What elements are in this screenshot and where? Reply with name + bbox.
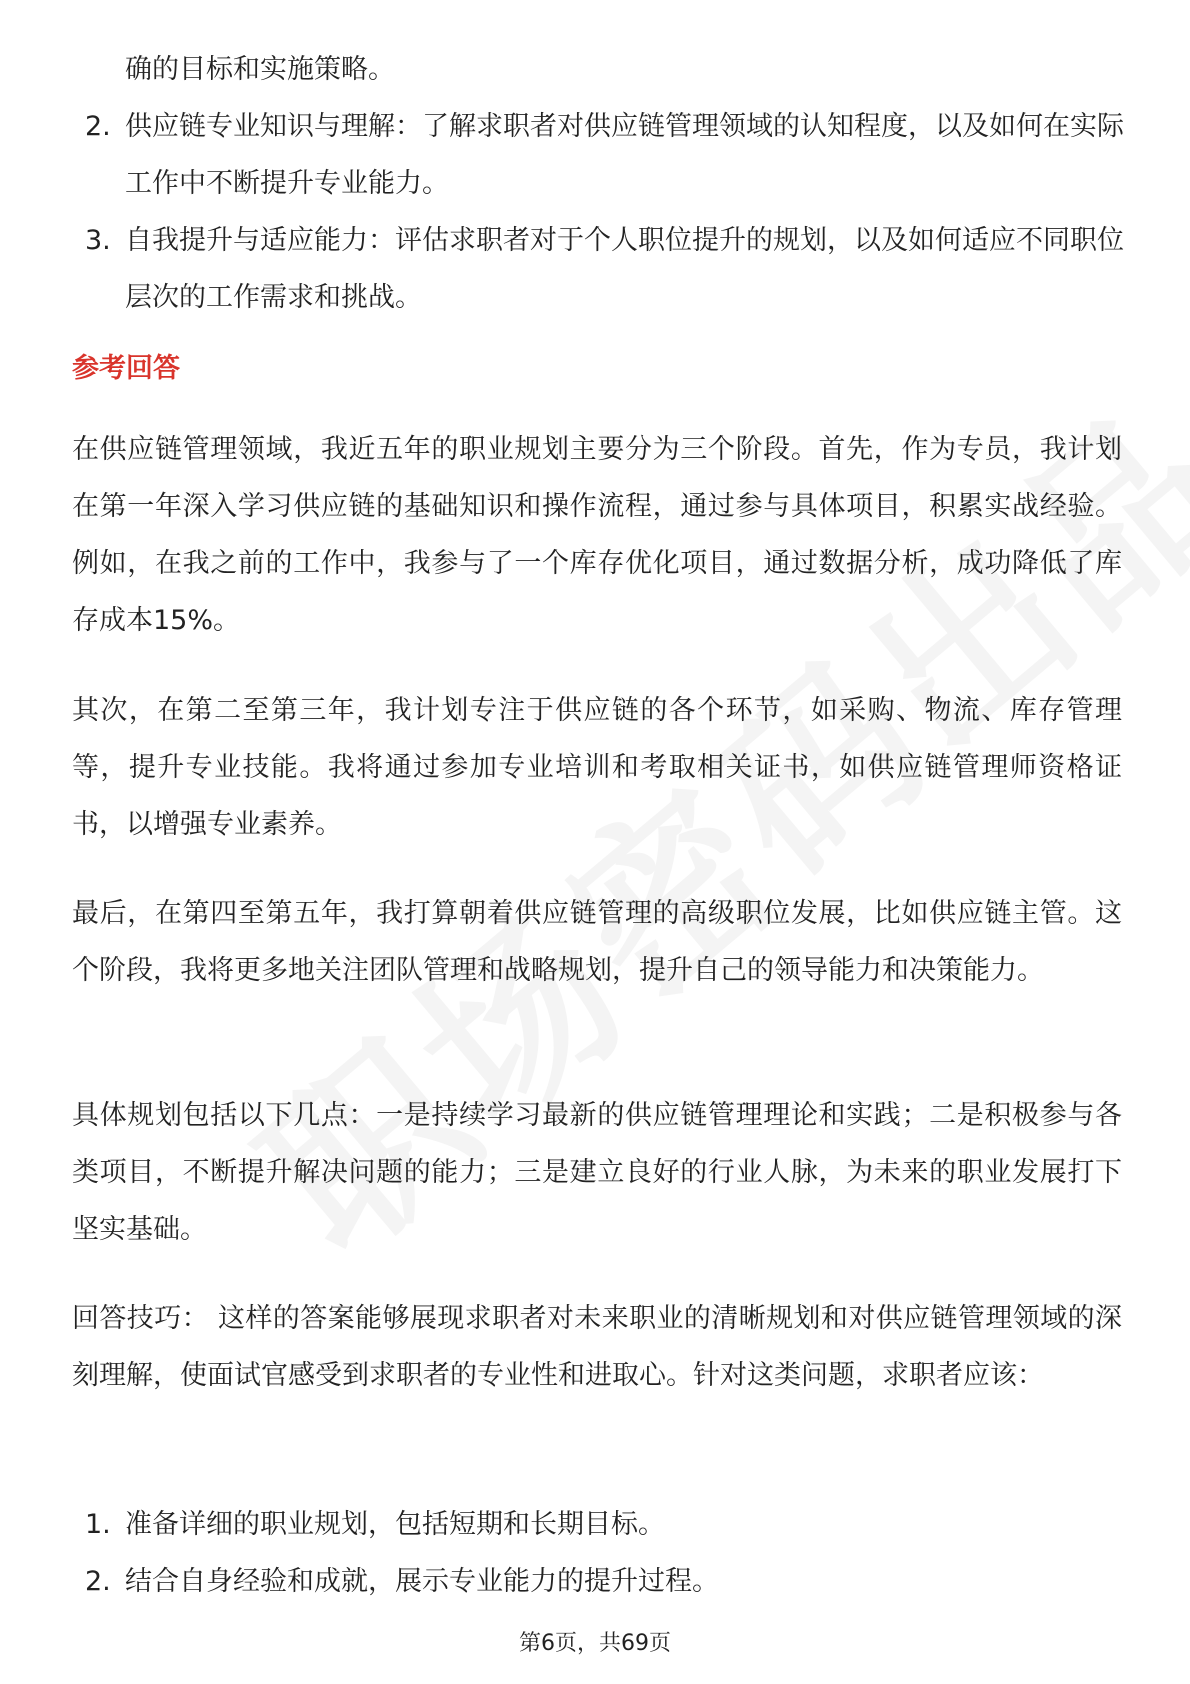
answer-paragraph: 在供应链管理领域，我近五年的职业规划主要分为三个阶段。首先，作为专员，我计划在第一年深入学习供应链的基础知识和操作流程，通过参与具体项目，积累实战经验。例如，在我之前的工作中，我参与了一个库存优化项目，通过数据分析，成功降低了库存成本15%。: [72, 434, 1122, 636]
list-continuation-line: 确的目标和实施策略。: [125, 54, 395, 85]
tips-paragraph: 回答技巧： 这样的答案能够展现求职者对未来职业的清晰规划和对供应链管理领域的深刻理解，使面试官感受到求职者的专业性和进取心。针对这类问题，求职者应该：: [72, 1303, 1122, 1391]
list-item-text: 自我提升与适应能力：评估求职者对于个人职位提升的规划，以及如何适应不同职位层次的工作需求和挑战。: [125, 225, 1124, 313]
list-item: [80, 98, 1130, 212]
list-item-number: 1.: [85, 1509, 111, 1540]
list-item-text: 结合自身经验和成就，展示专业能力的提升过程。: [125, 1566, 719, 1597]
list-item: [80, 1496, 1130, 1553]
tips-list: [80, 1496, 1130, 1610]
section-heading: 参考回答: [72, 353, 180, 384]
list-item-text: 供应链专业知识与理解：了解求职者对供应链管理领域的认知程度，以及如何在实际工作中不断提升专业能力。: [125, 111, 1124, 199]
answer-paragraph: 具体规划包括以下几点：一是持续学习最新的供应链管理理论和实践；二是积极参与各类项目，不断提升解决问题的能力；三是建立良好的行业人脉，为未来的职业发展打下坚实基础。: [72, 1100, 1122, 1245]
evaluation-points-list: [80, 98, 1130, 326]
list-item-text: 准备详细的职业规划，包括短期和长期目标。: [125, 1509, 665, 1540]
list-item: [80, 212, 1130, 326]
list-item-number: 2.: [85, 1566, 111, 1597]
list-item-number: 3.: [85, 225, 111, 256]
list-item: [80, 1553, 1130, 1610]
answer-paragraph: 其次，在第二至第三年，我计划专注于供应链的各个环节，如采购、物流、库存管理等，提升专业技能。我将通过参加专业培训和考取相关证书，如供应链管理师资格证书，以增强专业素养。: [72, 695, 1122, 840]
list-item-number: 2.: [85, 111, 111, 142]
page-footer: 第6页，共69页: [519, 1631, 671, 1656]
answer-paragraph: 最后，在第四至第五年，我打算朝着供应链管理的高级职位发展，比如供应链主管。这个阶段，我将更多地关注团队管理和战略规划，提升自己的领导能力和决策能力。: [72, 898, 1122, 986]
